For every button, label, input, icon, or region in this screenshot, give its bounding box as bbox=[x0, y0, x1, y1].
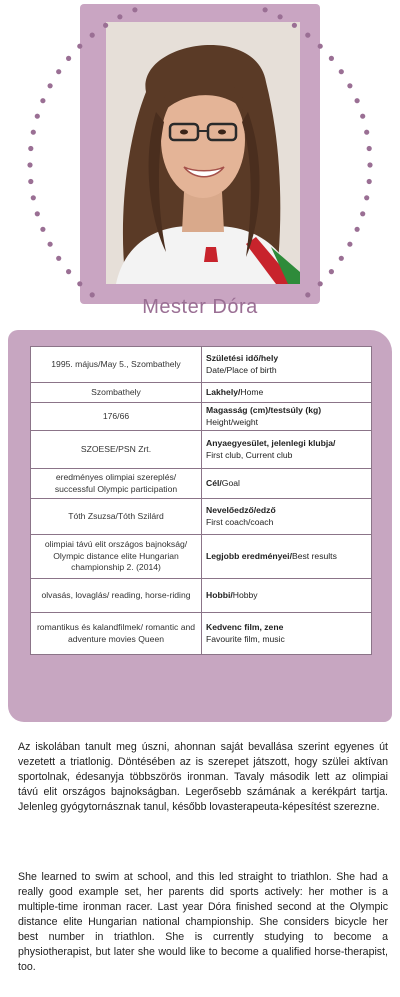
info-table-body bbox=[31, 347, 372, 655]
row-label-en: Favourite film, music bbox=[206, 633, 285, 644]
ring-dot bbox=[27, 162, 32, 167]
table-row bbox=[31, 579, 372, 613]
ring-dot bbox=[355, 98, 360, 103]
ring-dot bbox=[347, 242, 352, 247]
ring-dot bbox=[35, 211, 40, 216]
row-label-hu: Magasság (cm)/testsúly (kg) bbox=[206, 405, 322, 415]
table-row bbox=[31, 499, 372, 535]
row-value: Szombathely bbox=[31, 383, 202, 403]
row-value: 176/66 bbox=[31, 403, 202, 431]
ring-dot bbox=[77, 281, 82, 286]
ring-dot bbox=[66, 56, 71, 61]
ring-dot bbox=[77, 44, 82, 49]
row-label-hu: Születési idő/hely bbox=[206, 352, 279, 363]
table-row bbox=[31, 347, 372, 383]
ring-dot bbox=[278, 14, 283, 19]
table-row bbox=[31, 403, 372, 431]
row-label-hu: Cél/ bbox=[206, 477, 222, 488]
ring-dot bbox=[263, 7, 268, 12]
athlete-name: Mester Dóra bbox=[142, 296, 258, 318]
row-value: eredményes olimpiai szereplés/ successful Olympic participation bbox=[31, 469, 202, 499]
row-label bbox=[202, 499, 372, 535]
info-table bbox=[30, 346, 372, 655]
table-row bbox=[31, 383, 372, 403]
ring-dot bbox=[367, 179, 372, 184]
row-label-hu: Nevelőedző/edző bbox=[206, 505, 276, 516]
ring-dot bbox=[318, 281, 323, 286]
row-label bbox=[202, 469, 372, 499]
ring-dot bbox=[367, 146, 372, 151]
table-row bbox=[31, 535, 372, 579]
row-value: olimpiai távú elit országos bajnokság/ Olympic distance elite Hungarian championship 2. (2014) bbox=[31, 535, 202, 579]
ring-dot bbox=[31, 130, 36, 135]
bio-hungarian: Az iskolában tanult meg úszni, ahonnan saját bevallása szerint egyenes út vezetett a triatlonig. Döntésében az is szerepet játszott, hogy szülei aktívan sportolnak, édesanyja többszörös ironman. Tavaly második lett az olimpiai távú elit országos bajnokságban. Legerősebb számának a kerékpárt tartja. Jelenleg gyógytornásznak tanul, később lovasterapeuta-képesítést szerezne. bbox=[18, 741, 388, 813]
ring-dot bbox=[48, 242, 53, 247]
row-label bbox=[202, 403, 372, 431]
row-label-en: First coach/coach bbox=[206, 516, 274, 527]
ring-dot bbox=[305, 33, 310, 38]
ring-dot bbox=[40, 227, 45, 232]
table-row bbox=[31, 613, 372, 655]
bio-english: She learned to swim at school, and this led straight to triathlon. She had a really good example set, her parents did sports actively: her mother is a multiple-time ironman racer. Last year Dóra finished second at the Olympic distance elite Hungarian national championship. She considers bicycle her best number in triathlon. She is currently studying to become a physiotherapist, but later she would like to become a qualified horse-therapist, too. bbox=[18, 871, 388, 973]
row-label-en: Hobby bbox=[232, 589, 258, 600]
ring-dot bbox=[35, 114, 40, 119]
row-label-en: Height/weight bbox=[206, 416, 259, 427]
row-value: Tóth Zsuzsa/Tóth Szilárd bbox=[31, 499, 202, 535]
row-label-hu: Anyaegyesület, jelenlegi klubja/ bbox=[206, 438, 336, 449]
row-value: 1995. május/May 5., Szombathely bbox=[31, 347, 202, 383]
row-label bbox=[202, 613, 372, 655]
ring-dot bbox=[347, 83, 352, 88]
ring-dot bbox=[329, 56, 334, 61]
table-row bbox=[31, 469, 372, 499]
ring-dot bbox=[360, 114, 365, 119]
row-label-hu: Legjobb eredményei/ bbox=[206, 550, 292, 561]
row-label bbox=[202, 431, 372, 469]
ring-dot bbox=[364, 130, 369, 135]
row-value: olvasás, lovaglás/ reading, horse-riding bbox=[31, 579, 202, 613]
table-row bbox=[31, 431, 372, 469]
ring-dot bbox=[28, 179, 33, 184]
row-value: romantikus és kalandfilmek/ romantic and adventure movies Queen bbox=[31, 613, 202, 655]
row-label-en: Home bbox=[240, 386, 264, 397]
ring-dot bbox=[48, 83, 53, 88]
row-label bbox=[202, 535, 372, 579]
ring-dot bbox=[329, 269, 334, 274]
row-label bbox=[202, 347, 372, 383]
ring-dot bbox=[355, 227, 360, 232]
ring-dot bbox=[360, 211, 365, 216]
row-label-hu: Hobbi/ bbox=[206, 589, 233, 600]
ring-dot bbox=[339, 256, 344, 261]
ring-dot bbox=[40, 98, 45, 103]
ring-dot bbox=[56, 256, 61, 261]
decorative-dot-ring bbox=[0, 0, 400, 340]
ring-dot bbox=[66, 269, 71, 274]
ring-dot bbox=[367, 162, 372, 167]
ring-dot bbox=[31, 195, 36, 200]
row-value: SZOESE/PSN Zrt. bbox=[31, 431, 202, 469]
row-label-hu: Kedvenc film, zene bbox=[206, 622, 284, 633]
ring-dot bbox=[90, 33, 95, 38]
row-label-en: Date/Place of birth bbox=[206, 364, 277, 375]
ring-dot bbox=[117, 14, 122, 19]
row-label-en: Goal bbox=[221, 477, 240, 488]
ring-dot bbox=[103, 23, 108, 28]
ring-dot bbox=[132, 7, 137, 12]
ring-dot bbox=[292, 23, 297, 28]
row-label bbox=[202, 383, 372, 403]
ring-dot bbox=[56, 69, 61, 74]
row-label-en: Best results bbox=[291, 550, 337, 561]
ring-dot bbox=[364, 195, 369, 200]
ring-dot bbox=[318, 44, 323, 49]
ring-dot bbox=[28, 146, 33, 151]
ring-dot bbox=[339, 69, 344, 74]
row-label-en: First club, Current club bbox=[206, 449, 293, 460]
row-label-hu: Lakhely/ bbox=[206, 386, 241, 397]
row-label bbox=[202, 579, 372, 613]
